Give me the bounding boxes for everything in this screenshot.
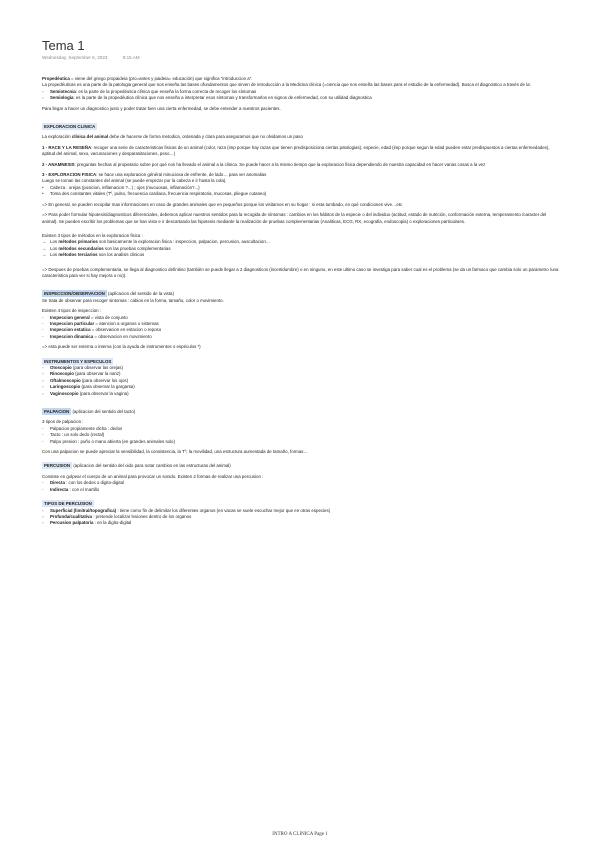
step-anamnesis [42, 162, 562, 168]
bold-text: Otoscopio [50, 365, 72, 370]
heading-text: INSPECCION/OBSERVACION [44, 291, 105, 297]
hollow-bullet-icon: ▫ [42, 513, 44, 519]
term-semiotecnia: Semiotecnia [50, 88, 76, 94]
page-footer: INTRO A CLINICA Page 1 [272, 832, 328, 837]
metodos-intro: Existen 3 tipos de métodos en la exploracion fisica : [42, 232, 143, 238]
text: debe de hacerse de forma metodica, ordenada y clara para asegurarnos que no olvidamos un paso [108, 134, 303, 140]
term-semiologia: Semiología [50, 95, 74, 101]
definition-text: : es la parte de la propedéutica clínica que enseña la forma correcta de recoger los síntomas [75, 88, 257, 94]
step-reseña [42, 145, 562, 158]
bold-text: Indirecta [50, 486, 69, 492]
dash-bullet-icon: - [42, 320, 44, 326]
dash-bullet-icon: - [42, 327, 44, 333]
step-label: 1 - RACE Y LA RESEÑA [42, 144, 92, 150]
hollow-bullet-icon: ▫ [42, 384, 44, 390]
intro-paragraph-3: Para llegar a hacer un diagnostico justo y poder tratar bien una cierta enfermedad, se debe entender a nuestros pacientes. [42, 105, 281, 111]
term-propedeutica: Propedéutica [42, 76, 70, 81]
inspeccion-p3: => esta puede ser externa o interna (con la ayuda de instrumentos o espéculos *) [42, 344, 201, 350]
note-hipotesis: => Para poder formular hipotesis/diagnosticos diferenciales, debemos aplicar nuestros sentidos para la recogida de síntomas : cambios en los hábitos de la especie o del individuo (actitud, estado de nutrición, conformación externa, temperamento /caracter del animal). Se pueden escribir los problemas que se han visto e ir descartando las hipotesis mediante la realización de pruebas complementarias (Analiticas, ECG, RX, ecografia, endoscopia) o exploraciones particulares. [42, 212, 547, 224]
text: Los [50, 252, 59, 258]
text: : pretende localizar lesiones dentro de los organos [91, 513, 192, 519]
bold-text: Directa [50, 480, 65, 486]
text: Los [50, 239, 59, 245]
bold-text: Percusion palpatoria [50, 520, 94, 526]
page-title: Tema 1 [42, 38, 85, 53]
dash-bullet-icon: - [42, 432, 44, 438]
text: (para observar la garganta) [80, 384, 135, 390]
bold-text: métodos primarios [58, 239, 98, 245]
heading-text: PALPACION [44, 409, 70, 415]
dash-bullet-icon: - [42, 438, 44, 444]
text: Palpo presion : puño o mano abierta (en grandes animales solo) [50, 438, 175, 444]
text: Los [50, 245, 59, 251]
text: La exploración [42, 134, 72, 140]
bold-text: clínica del animal [71, 134, 109, 140]
text: (para observar los ojos) [80, 377, 129, 383]
dash-bullet-icon: - [42, 425, 44, 431]
inspeccion-p1: Se trata de observar para recoger sintomas : cabios en la forma, tamaño, color o movimiento. [42, 297, 224, 303]
step-text: : recoger una serie de caracteristicas fisicas de un animal (color, raza (imp porque hay razas que tienen predisposiciona ciertas patologias), especie, edad (imp porque segun la edad pueden estar predispuestos a ciertas enfermedades), aptitud del animal, sexo, vacunaciones y desparasitaciones, peso…) [42, 144, 550, 157]
hollow-bullet-icon: ▫ [42, 88, 44, 94]
bullet-dot-icon: • [42, 184, 44, 190]
bold-text: Laringoscopio [50, 384, 81, 390]
bold-text: Oftalmoscopio [50, 377, 81, 383]
heading-text: TIPOS DE PERCUSION [44, 501, 92, 507]
definition-text: : es la parte de la propedéutica clínica que nos enseña a interpretar esos síntomas y transformarlos en signos de enfermedad, con su utilidad diagnostica [73, 95, 372, 101]
step-text: : se hace una exploracion général minuciosa de enfrente, de lado… para ver anomalias [96, 172, 267, 178]
bold-text: Vaginoscopio [50, 390, 79, 396]
bold-text: Superficial (limitral/topografica) [50, 507, 117, 513]
step-text: : preguntas hechas al propietario sobre por qué nos ha llevado el animal a la clinica. Se puede hacer a la mismo tiempo que la exploracion fisica dependiendo de nuestra capacidad en hacer varias cosas a la vez [74, 161, 486, 167]
time-text: 9:15 AM [122, 55, 140, 60]
text: Tacto : un solo dedo (rectal) [50, 432, 105, 438]
step-label: 2 - ANAMNESIS [42, 161, 75, 167]
hollow-bullet-icon: ▫ [42, 365, 44, 370]
bold-text: métodos secundarios [58, 245, 104, 251]
list-item-text: Toma des constantes vitales (Tº, pulso, frecuencia cardiaca, frecuencia respiratoria, mucosas, pliegue cutaneo) [50, 191, 267, 197]
text: = observacion en movimiento [93, 333, 152, 339]
list-item-text: Cabeza : orejas (posicion, inflamacion ?...) ; ojos (mucuosas, inflamación?...) [50, 184, 200, 190]
dash-bullet-icon: - [42, 486, 44, 492]
step-exploracion-line2: Luego se toman las constantes del animal (se puede empezar por la cabeza e ir hasta la cola). [42, 178, 227, 184]
text: (para observar la nariz) [73, 371, 121, 377]
heading-note: (aplicacion del sentido de la vista) [106, 291, 174, 297]
hollow-bullet-icon: ▫ [42, 377, 44, 383]
arrow-right-icon: → [42, 239, 47, 245]
bullet-dot-icon: • [42, 191, 44, 197]
hollow-bullet-icon: ▫ [42, 95, 44, 101]
date-text: Wednesday, September 6, 2023 [42, 55, 108, 60]
hollow-bullet-icon: ▫ [42, 390, 44, 396]
page-date [42, 55, 154, 60]
text: : con los dedos o digito-digital [64, 480, 124, 486]
text: son los analisis clinicos [97, 252, 145, 258]
heading-text: INSTRUMENTOS Y ESPECULOS [44, 358, 112, 364]
bold-text: Profunda/cualitativa [50, 513, 92, 519]
bold-text: Rinoscopio [50, 371, 74, 377]
bold-text: Inspeccion particular [50, 320, 95, 326]
text: son basicamente la exploracion fisica : inspeccion, palpacion, percusion, auscultacion… [97, 239, 271, 245]
text: (para observar las orejas) [71, 365, 123, 370]
list-item [42, 520, 562, 526]
heading-note: (aplicacion del sentido del oido para notar cambios en las estructuras del animal) [72, 463, 231, 469]
text: : en la digito-digital [93, 520, 132, 526]
bold-text: Inspeccion estatica [50, 327, 91, 333]
note-general: => En general, se pueden recopilar mas informaciones en caso de grandes animales que en pequeños porque los visitamos en su hogar : si esta tumbado, en qué condiciones vive…etc [42, 201, 403, 207]
dash-bullet-icon: - [42, 480, 44, 486]
heading-text: PERCUSION [44, 463, 71, 469]
intro-paragraph-2: La propedéuticas es una parte de la patologia general que nos enseña las bases ofundamentos que sirven de introducción a la Medicina clinica (=ciencia que nos enseña las bases para el estudio de la enfermedad). Busca el diagnóstico a través de la: [42, 82, 531, 88]
bold-text: Inspeccion dinamica [50, 333, 94, 339]
intro-text: = viene del griego propaideia (pro=antes y paideia= educación) que significa "introduccion a". [69, 76, 253, 81]
arrow-right-icon: → [42, 252, 47, 258]
dash-bullet-icon: - [42, 314, 44, 320]
bold-text: métodos terciarios [58, 252, 98, 258]
text: : tiene como fin de delimitar los diferentes organos (en vacas se suele escuchar mejor que en otras especies) [116, 507, 331, 513]
text: (para observar la vagina) [78, 390, 129, 396]
text: : con el martillo [68, 486, 100, 492]
note-despues: => Despues de pruebas complementaria, se llega al diagnostico definitivo (tambièn se puede llegar a 2 diagnosticos (incertidumbre) o en ninguno, en este ultimo caso se investiga para saber cual es el problema (se da un farmaco que cambia solo un parametro /una caracteristica para ver si hay mejora o no)). [42, 266, 559, 278]
inspeccion-p2: Existen 4 tipos de inspeccion : [42, 308, 102, 314]
hollow-bullet-icon: ▫ [42, 371, 44, 377]
text: = observacion en estacion o reposo [90, 327, 162, 333]
heading-note: (aplicacion del sentido del tacto) [71, 409, 136, 415]
page-content [42, 76, 562, 527]
palpacion-p2: Con una palpacion se puede apreciar la sensibilidad, la consistencia, la Tº, la movilidad, una estructura aumentada de tamaño, formas… [42, 449, 308, 455]
text: = atencion a organos o sistemas [94, 320, 159, 326]
arrow-right-icon: → [42, 245, 47, 251]
text: Palpacion propiamente dicha : dedos [50, 425, 123, 431]
heading-text: EXPLORACION CLINICA [44, 124, 96, 130]
percusion-p1: Consiste en golpear el cuerpo de un animal para provocar un sonido. Existen 2 formas de realizar una percusion : [42, 473, 264, 479]
palpacion-p1: 3 tipos de palpacion : [42, 419, 84, 425]
text: = vista de conjunto [89, 314, 128, 320]
step-label: 3 - EXPLORACION FISICA [42, 172, 97, 178]
bold-text: Inspeccion general [50, 314, 90, 320]
hollow-bullet-icon: ▫ [42, 520, 44, 526]
dash-bullet-icon: - [42, 333, 44, 339]
hollow-bullet-icon: ▫ [42, 507, 44, 513]
text: son las pruebas complementarias [103, 245, 171, 251]
